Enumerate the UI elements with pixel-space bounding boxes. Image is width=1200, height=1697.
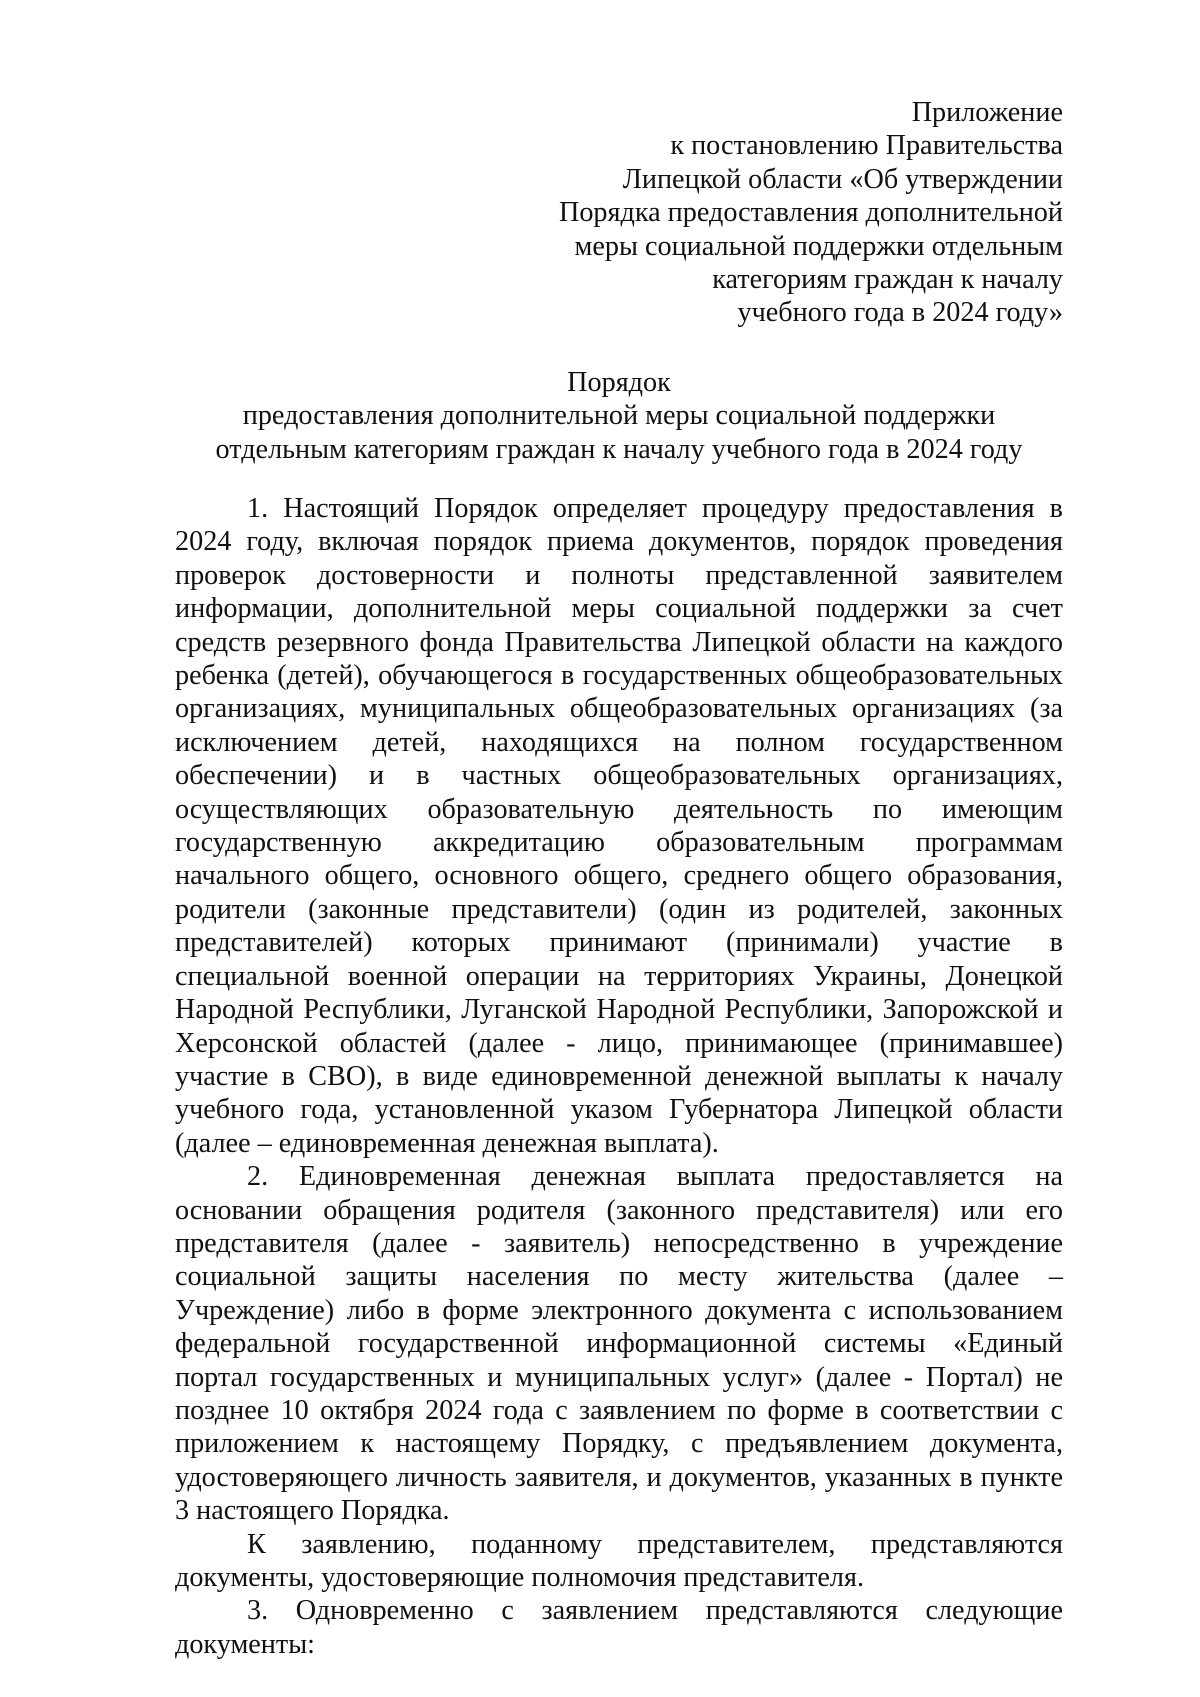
attachment-line: учебного года в 2024 году» (737, 297, 1063, 329)
document-title (175, 366, 1063, 466)
attachment-line: меры социальной поддержки отдельным (574, 230, 1063, 262)
attachment-line: Липецкой области «Об утверждении (622, 163, 1063, 195)
attachment-line: Приложение (911, 97, 1063, 128)
attachment-header (423, 96, 1063, 330)
paragraph-2-note: К заявлению, поданному представителем, представляются документы, удостоверяющие полномочия представителя. (175, 1528, 1063, 1593)
title-line: отдельным категориям граждан к началу учебного года в 2024 году (215, 433, 1023, 465)
document-body (175, 492, 1063, 1661)
title-line: предоставления дополнительной меры социальной поддержки (242, 400, 996, 432)
attachment-line: Порядка предоставления дополнительной (558, 197, 1063, 229)
paragraph-2: 2. Единовременная денежная выплата предоставляется на основании обращения родителя (законного представителя) или его представителя (далее - заявитель) непосредственно в учреждение социальной защиты населения по месту жительства (далее – Учреждение) либо в форме электронного документа с использованием федеральной государственной информационной системы «Единый портал государственных и муниципальных услуг» (далее - Портал) не позднее 10 октября 2024 года с заявлением по форме в соответствии с приложением к настоящему Порядку, с предъявлением документа, удостоверяющего личность заявителя, и документов, указанных в пункте 3 настоящего Порядка. (175, 1161, 1063, 1527)
attachment-line: к постановлению Правительства (670, 130, 1063, 162)
title-line: Порядок (567, 367, 671, 398)
paragraph-1: 1. Настоящий Порядок определяет процедуру предоставления в 2024 году, включая порядок приема документов, порядок проведения проверок достоверности и полноты представленной заявителем информации, дополнительной меры социальной поддержки за счет средств резервного фонда Правительства Липецкой области на каждого ребенка (детей), обучающегося в государственных общеобразовательных организациях, муниципальных общеобразовательных организациях (за исключением детей, находящихся на полном государственном обеспечении) и в частных общеобразовательных организациях, осуществляющих образовательную деятельность по имеющим государственную аккредитацию образовательным программам начального общего, основного общего, среднего общего образования, родители (законные представители) (один из родителей, законных представителей) которых принимают (принимали) участие в специальной военной операции на территориях Украины, Донецкой Народной Республики, Луганской Народной Республики, Запорожской и Херсонской областей (далее - лицо, принимающее (принимавшее) участие в СВО), в виде единовременной денежной выплаты к началу учебного года, установленной указом Губернатора Липецкой области (далее – единовременная денежная выплата). (175, 493, 1063, 1159)
paragraph-3: 3. Одновременно с заявлением представляются следующие документы: (175, 1595, 1063, 1660)
attachment-line: категориям граждан к началу (712, 264, 1063, 296)
